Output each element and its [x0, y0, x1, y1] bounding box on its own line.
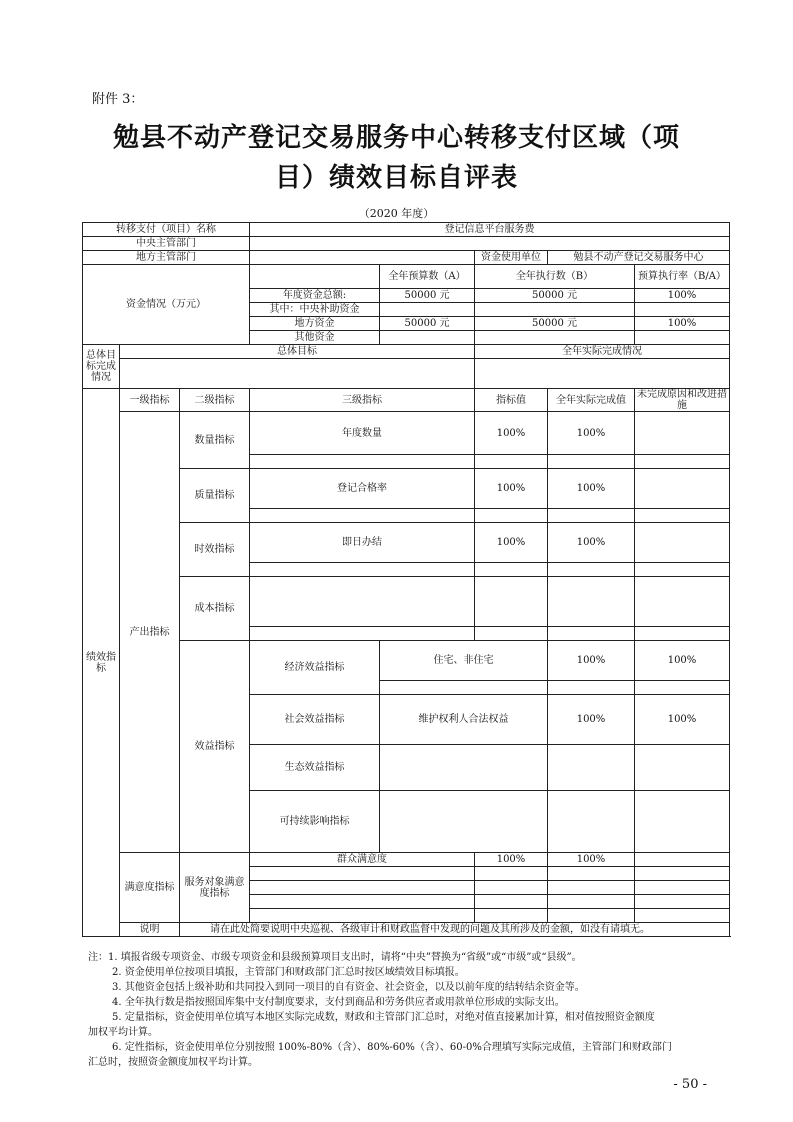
overall-goal-header: 总体目标: [120, 345, 475, 359]
economic-actual: 100%: [635, 641, 730, 681]
note-line: 注：1. 填报省级专项资金、市级专项资金和县级预算项目支出时，请将“中央”替换为“省级”或“市级”或“县级”。: [88, 952, 582, 963]
note-line: 加权平均计算。: [88, 1027, 158, 1038]
sat-item: 群众满意度: [250, 853, 475, 867]
level2-header: 二级指标: [180, 389, 250, 412]
timeliness-actual: 100%: [548, 523, 635, 563]
blank-cell: [250, 867, 475, 881]
other-funds-label: 其他资金: [250, 331, 380, 345]
blank-cell: [548, 455, 635, 469]
overall-goal-value: [120, 359, 475, 389]
blank-cell: [635, 791, 730, 853]
other-exec-value: [475, 331, 635, 345]
blank-cell: [548, 627, 635, 641]
timeliness-indicator-label: 时效指标: [180, 523, 250, 577]
level1-header: 一级指标: [120, 389, 180, 412]
quantity-item: 年度数量: [250, 412, 475, 455]
cost-indicator-label: 成本指标: [180, 577, 250, 641]
funds-header-blank: [250, 265, 380, 289]
benefit-indicator-label: 效益指标: [180, 641, 250, 853]
blank-cell: [635, 909, 730, 923]
blank-cell: [475, 563, 548, 577]
economic-target: 100%: [548, 641, 635, 681]
page-number: - 50 -: [673, 1077, 707, 1092]
project-name-value: 登记信息平台服务费: [250, 223, 730, 237]
local-exec-value: 50000 元: [475, 317, 635, 331]
blank-cell: [548, 577, 635, 627]
blank-cell: [548, 745, 635, 791]
fund-unit-value: 勉县不动产登记交易服务中心: [548, 251, 730, 265]
exec-col-header: 全年执行数（B）: [475, 265, 635, 289]
central-dept-label: 中央主管部门: [83, 237, 250, 251]
blank-cell: [548, 681, 635, 695]
level3-header: 三级指标: [250, 389, 475, 412]
blank-cell: [250, 881, 475, 895]
satisfaction-indicator-label: 满意度指标: [120, 853, 180, 923]
budget-col-header: 全年预算数（A）: [380, 265, 475, 289]
actual-completion-value: [475, 359, 730, 389]
explain-text: 请在此处简要说明中央巡视、各级审计和财政监督中发现的问题及其所涉及的金额，如没有请填无。: [180, 923, 730, 937]
blank-cell: [548, 909, 635, 923]
social-indicator-label: 社会效益指标: [250, 695, 380, 745]
blank-cell: [250, 627, 475, 641]
title-line-2: 目）绩效目标自评表: [274, 163, 518, 193]
sat-target: 100%: [475, 853, 548, 867]
blank-cell: [635, 563, 730, 577]
local-rate-value: 100%: [635, 317, 730, 331]
blank-cell: [548, 563, 635, 577]
blank-cell: [475, 895, 548, 909]
social-target: 100%: [548, 695, 635, 745]
timeliness-target: 100%: [475, 523, 548, 563]
reason-header: 未完成原因和改进措施: [635, 389, 730, 412]
blank-cell: [635, 455, 730, 469]
local-dept-label: 地方主管部门: [83, 251, 250, 265]
social-item: 维护权利人合法权益: [380, 695, 548, 745]
project-name-label: 转移支付（项目）名称: [83, 223, 250, 237]
blank-cell: [548, 867, 635, 881]
blank-cell: [475, 577, 548, 627]
central-budget-value: [380, 303, 475, 317]
central-dept-value: [250, 237, 730, 251]
attachment-label: 附件 3：: [92, 92, 144, 107]
actual-completion-header: 全年实际完成情况: [475, 345, 730, 359]
note-line: 汇总时，按照资金额度加权平均计算。: [88, 1057, 258, 1068]
blank-cell: [475, 909, 548, 923]
blank-cell: [475, 455, 548, 469]
blank-cell: [548, 791, 635, 853]
quality-indicator-label: 质量指标: [180, 469, 250, 523]
ecological-indicator-label: 生态效益指标: [250, 745, 380, 791]
note-line: 3. 其他资金包括上级补助和共同投入到同一项目的自有资金、社会资金，以及以前年度的结转结余资金等。: [112, 982, 585, 993]
overall-goal-side-label: 总体目标完成情况: [83, 345, 120, 389]
blank-cell: [635, 627, 730, 641]
other-budget-value: [380, 331, 475, 345]
blank-cell: [635, 881, 730, 895]
blank-cell: [635, 509, 730, 523]
local-funds-label: 地方资金: [250, 317, 380, 331]
blank-cell: [635, 895, 730, 909]
blank-cell: [635, 745, 730, 791]
rate-col-header: 预算执行率（B/A）: [635, 265, 730, 289]
fund-unit-label: 资金使用单位: [475, 251, 548, 265]
blank-cell: [635, 681, 730, 695]
blank-cell: [250, 455, 475, 469]
explain-label: 说明: [120, 923, 180, 937]
total-budget-value: 50000 元: [380, 289, 475, 303]
target-value-header: 指标值: [475, 389, 548, 412]
blank-cell: [475, 881, 548, 895]
blank-cell: [475, 509, 548, 523]
note-line: 5. 定量指标，资金使用单位填写本地区实际完成数，财政和主管部门汇总时，对绝对值直接累加计算，相对值按照资金额度: [112, 1012, 655, 1023]
economic-indicator-label: 经济效益指标: [250, 641, 380, 695]
blank-cell: [250, 577, 475, 627]
funds-label: 资金情况（万元）: [83, 265, 250, 345]
total-exec-value: 50000 元: [475, 289, 635, 303]
title-line-1: 勉县不动产登记交易服务中心转移支付区域（项: [112, 123, 680, 153]
evaluation-table: [82, 222, 730, 937]
note-line: 4. 全年执行数是指按照国库集中支付制度要求，支付到商品和劳务供应者或用款单位形成的实际支出。: [112, 997, 565, 1008]
year-label: （2020 年度）: [358, 207, 435, 220]
quantity-reason: [635, 412, 730, 455]
central-exec-value: [475, 303, 635, 317]
quality-actual: 100%: [548, 469, 635, 509]
blank-cell: [250, 563, 475, 577]
social-actual: 100%: [635, 695, 730, 745]
local-budget-value: 50000 元: [380, 317, 475, 331]
quantity-indicator-label: 数量指标: [180, 412, 250, 469]
central-subsidy-label: 其中：中央补助资金: [250, 303, 380, 317]
other-rate-value: [635, 331, 730, 345]
blank-cell: [548, 881, 635, 895]
blank-cell: [475, 867, 548, 881]
total-funds-label: 年度资金总额:: [250, 289, 380, 303]
actual-value-header: 全年实际完成值: [548, 389, 635, 412]
blank-cell: [380, 681, 548, 695]
sat-actual: 100%: [548, 853, 635, 867]
blank-cell: [548, 509, 635, 523]
blank-cell: [475, 627, 548, 641]
perf-side-label: 绩效指标: [83, 389, 120, 937]
central-rate-value: [635, 303, 730, 317]
total-rate-value: 100%: [635, 289, 730, 303]
blank-cell: [635, 577, 730, 627]
blank-cell: [635, 867, 730, 881]
economic-item: 住宅、非住宅: [380, 641, 548, 681]
quality-target: 100%: [475, 469, 548, 509]
page-title: [60, 118, 733, 198]
service-sat-indicator-label: 服务对象满意度指标: [180, 853, 250, 923]
output-indicator-label: 产出指标: [120, 412, 180, 853]
sat-reason: [635, 853, 730, 867]
blank-cell: [250, 909, 475, 923]
note-line: 2. 资金使用单位按项目填报，主管部门和财政部门汇总时按区域绩效目标填报。: [112, 967, 465, 978]
sustainable-indicator-label: 可持续影响指标: [250, 791, 380, 853]
blank-cell: [250, 509, 475, 523]
blank-cell: [380, 745, 548, 791]
quantity-actual: 100%: [548, 412, 635, 455]
local-dept-value: [250, 251, 475, 265]
blank-cell: [250, 895, 475, 909]
note-line: 6. 定性指标，资金使用单位分别按照 100%-80%（含）、80%-60%（含）、60-0%合理填写实际完成值，主管部门和财政部门: [112, 1042, 672, 1053]
notes: [88, 950, 728, 1070]
timeliness-item: 即日办结: [250, 523, 475, 563]
timeliness-reason: [635, 523, 730, 563]
quantity-target: 100%: [475, 412, 548, 455]
quality-reason: [635, 469, 730, 509]
blank-cell: [380, 791, 548, 853]
blank-cell: [548, 895, 635, 909]
quality-item: 登记合格率: [250, 469, 475, 509]
